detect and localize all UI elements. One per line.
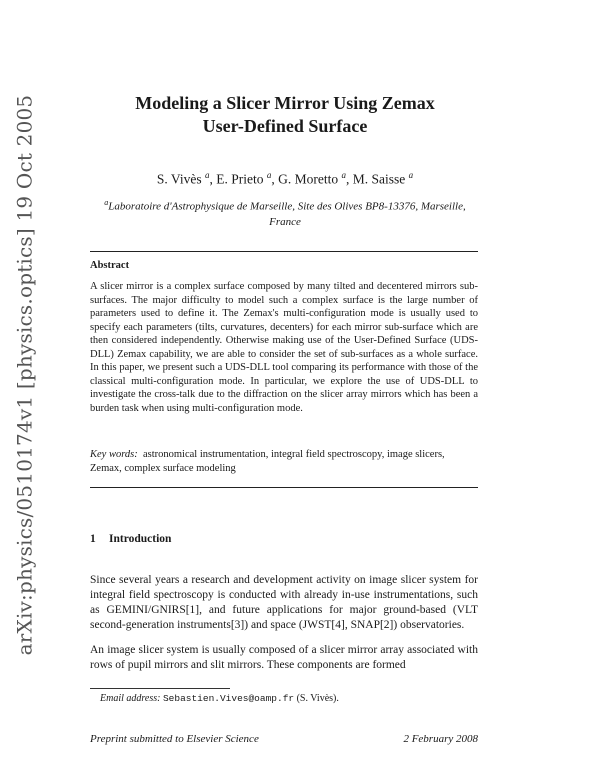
author-affil-mark: a bbox=[204, 170, 210, 180]
section-number: 1 bbox=[90, 533, 96, 545]
abstract-top-rule bbox=[90, 251, 478, 252]
paper-title bbox=[90, 92, 480, 138]
affiliation-line-2: France bbox=[269, 215, 301, 228]
title-line-1: Modeling a Slicer Mirror Using Zemax bbox=[135, 93, 435, 113]
footnote-suffix: (S. Vivès). bbox=[296, 693, 339, 704]
abstract-text: A slicer mirror is a complex surface composed by many tilted and decentered mirrors sub-surfaces. The major difficulty to model such a complex surface is the large number of parameters used to define it. The Zemax's multi-configuration mode is usually used to specify each parameters (tilts, curvatures, decenters) for each mirror sub-surface which are then considered independently. Otherwise making use of the User-Defined Surface (UDS-DLL) Zemax capability, we are able to consider the set of sub-surfaces as a whole surface. In this paper, we present such a UDS-DLL tool comparing its performance with those of the classical multi-configuration mode. In particular, we explore the use of UDS-DLL to investigate the cross-talk due to the diffraction on the slicer array mirrors which has been a burden task when using multi-configuration mode. bbox=[90, 281, 478, 414]
author-affil-mark: a bbox=[266, 170, 272, 180]
author-list: S. Vivès $^a$, E. Prieto $^a$, G. Moretto $^a$, M. Saisse $^a$ bbox=[156, 170, 414, 187]
preprint-note: Preprint submitted to Elsevier Science bbox=[90, 733, 259, 745]
keywords-label: Key words: bbox=[90, 449, 138, 460]
arxiv-stamp bbox=[6, 94, 42, 656]
affiliation-line-1: Laboratoire d'Astrophysique de Marseille, Site des Olives BP8-13376, Marseille, bbox=[108, 200, 466, 213]
author-name: G. Moretto bbox=[278, 171, 339, 187]
affiliation-mark: a bbox=[104, 198, 109, 207]
keywords bbox=[90, 448, 478, 476]
title-line-2: User-Defined Surface bbox=[202, 116, 368, 136]
affiliation bbox=[90, 195, 480, 230]
author-affil-mark: a bbox=[341, 170, 346, 180]
footnote-rule bbox=[90, 688, 230, 689]
intro-paragraph-2: An image slicer system is usually composed of a slicer mirror array associated with rows of pupil mirrors and slit mirrors. These components are formed bbox=[90, 644, 478, 671]
footnote bbox=[100, 693, 339, 704]
author-name: S. Vivès bbox=[156, 171, 202, 187]
section-title: Introduction bbox=[109, 533, 172, 545]
preprint-date: 2 February 2008 bbox=[403, 733, 478, 745]
abstract-heading: Abstract bbox=[90, 260, 130, 271]
intro-paragraph-1: Since several years a research and development activity on image slicer system for integral field spectroscopy is conducted with already in-use instrumentations, such as GEMINI/GNIRS[1], and future applications for major ground-based (VLT second-generation instruments[3]) and space (JWST[4], SNAP[2]) observatories. bbox=[90, 574, 478, 631]
section-heading bbox=[90, 533, 171, 545]
footnote-email: Sebastien.Vives@oamp.fr bbox=[162, 693, 295, 704]
author-name: M. Saisse bbox=[352, 171, 406, 187]
abstract-bottom-rule bbox=[90, 487, 478, 488]
footnote-label: Email address: bbox=[100, 693, 161, 704]
author-name: E. Prieto bbox=[216, 171, 264, 187]
author-affil-mark: a bbox=[408, 170, 414, 180]
arxiv-stamp-text: arXiv:physics/0510174v1 [physics.optics] 19 Oct 2005 bbox=[12, 94, 37, 656]
keywords-text: astronomical instrumentation, integral field spectroscopy, image slicers, Zemax, complex surface modeling bbox=[90, 449, 445, 474]
